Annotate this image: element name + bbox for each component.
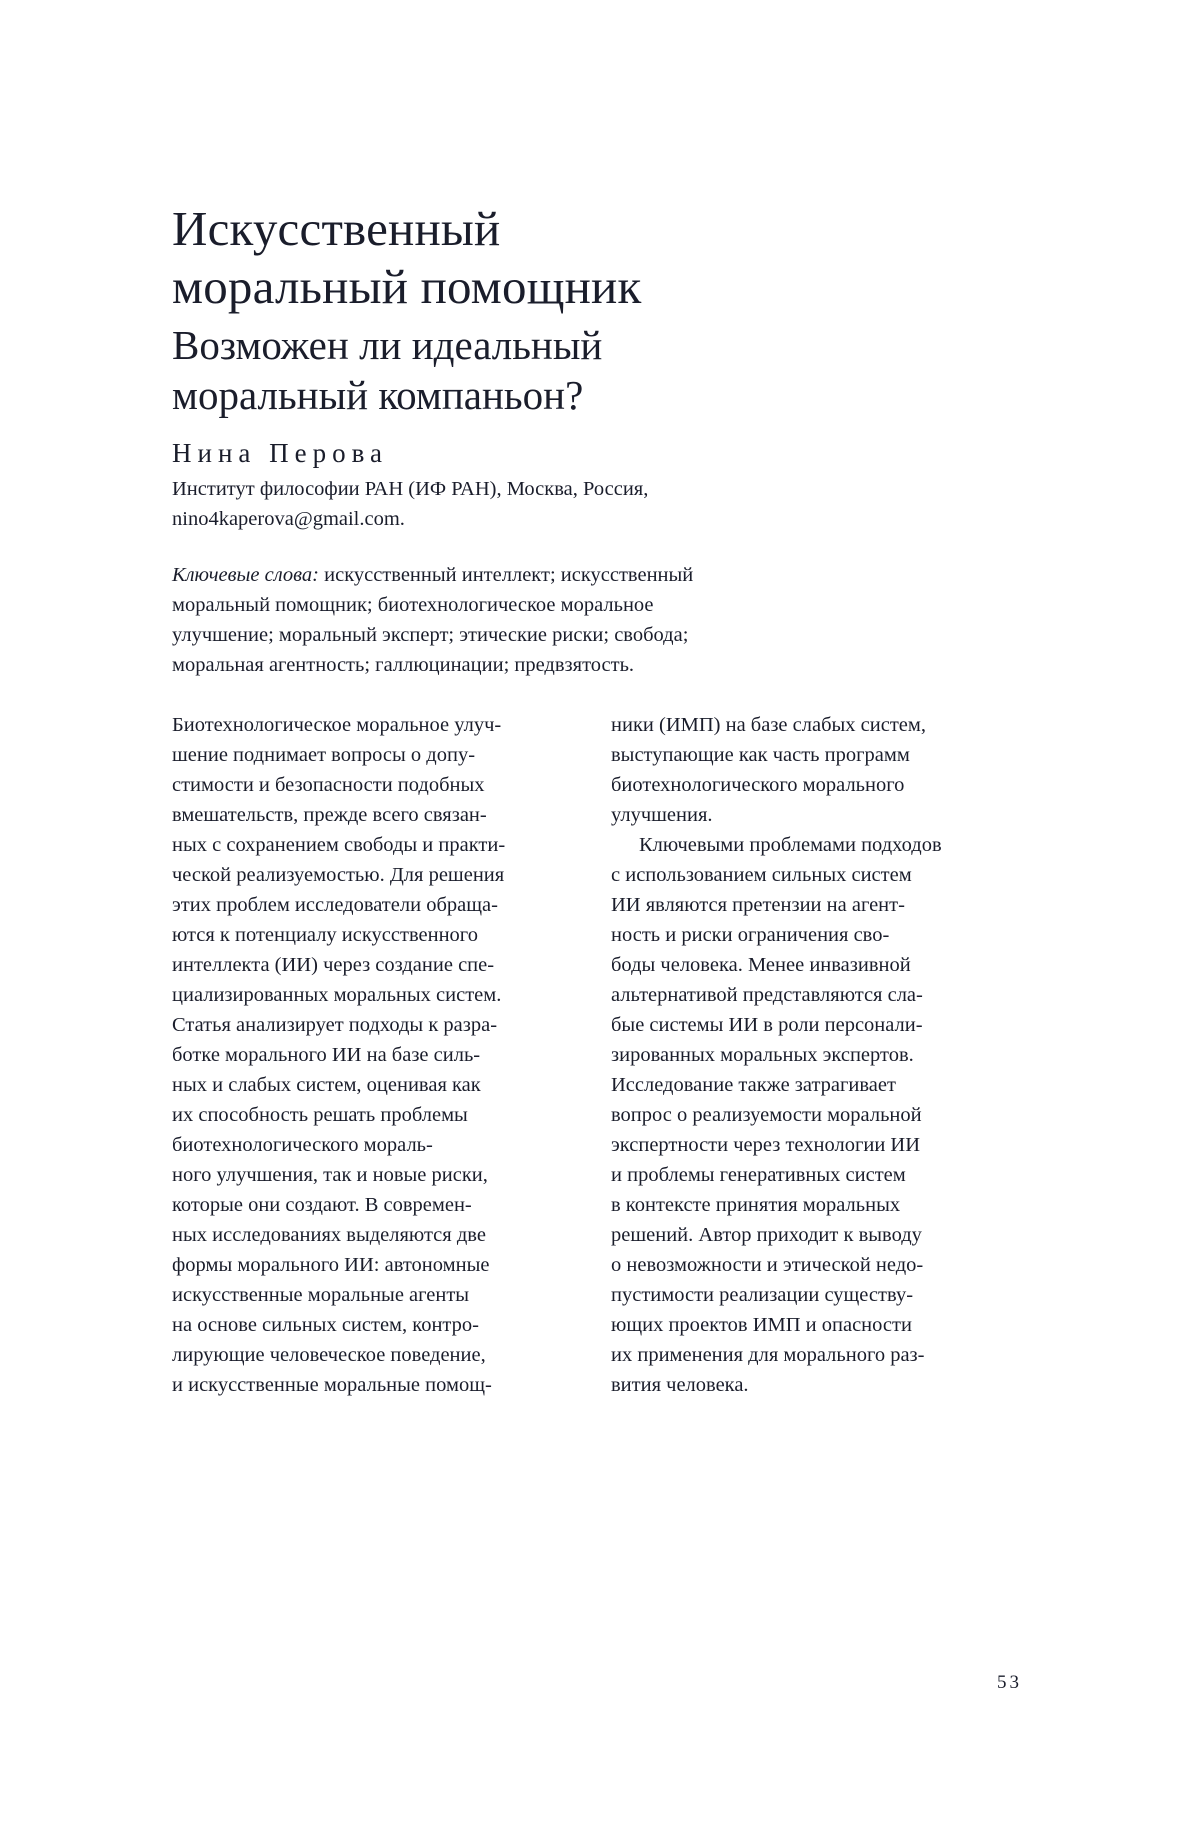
abstract-line: ность и риски ограничения сво- (611, 924, 890, 946)
abstract-line: ботке морального ИИ на базе силь- (172, 1044, 481, 1066)
abstract-line: зированных моральных экспертов. (611, 1044, 914, 1066)
title-block (172, 200, 972, 420)
abstract-line: решений. Автор приходит к выводу (611, 1224, 922, 1246)
abstract-line: лирующие человеческое поведение, (172, 1344, 486, 1366)
keywords-label: Ключевые слова: (172, 564, 319, 586)
abstract-line: ных и слабых систем, оценивая как (172, 1074, 481, 1096)
abstract-paragraph-2 (611, 830, 1021, 1400)
abstract-line: Исследование также затрагивает (611, 1074, 896, 1096)
abstract-line: искусственные моральные агенты (172, 1284, 470, 1306)
abstract-line: и искусственные моральные помощ- (172, 1374, 492, 1396)
article-subtitle (172, 320, 972, 420)
page-number: 53 (997, 1672, 1022, 1693)
author-name: Нина Перова (172, 438, 388, 468)
abstract-paragraph-1 (172, 710, 577, 1400)
abstract-line: ИИ являются претензии на агент- (611, 894, 905, 916)
abstract-line: Ключевыми проблемами подходов (639, 834, 942, 856)
abstract-line: Биотехнологическое моральное улуч- (172, 714, 502, 736)
abstract-column-right (611, 710, 1021, 1400)
abstract-line: Статья анализирует подходы к разра- (172, 1014, 498, 1036)
abstract-line: экспертности через технологии ИИ (611, 1134, 921, 1156)
abstract-line: выступающие как часть программ (611, 744, 910, 766)
abstract-line: стимости и безопасности подобных (172, 774, 485, 796)
subtitle-line-2: моральный компаньон? (172, 372, 584, 418)
abstract-line: боды человека. Менее инвазивной (611, 954, 911, 976)
keywords-line-4: моральная агентность; галлюцинации; предвзятость. (172, 654, 635, 676)
abstract-line: биотехнологического морального (611, 774, 905, 796)
subtitle-line-1: Возможен ли идеальный (172, 322, 603, 368)
title-line-1: Искусственный (172, 201, 501, 256)
abstract-line: этих проблем исследователи обраща- (172, 894, 498, 916)
abstract-line: ники (ИМП) на базе слабых систем, (611, 714, 926, 736)
abstract-line: ческой реализуемостью. Для решения (172, 864, 505, 886)
abstract-line: ных исследованиях выделяются две (172, 1224, 486, 1246)
abstract-line: их способность решать проблемы (172, 1104, 468, 1126)
abstract-line: вопрос о реализуемости моральной (611, 1104, 922, 1126)
abstract-line: ного улучшения, так и новые риски, (172, 1164, 488, 1186)
abstract-line: циализированных моральных систем. (172, 984, 502, 1006)
abstract-line: пустимости реализации существу- (611, 1284, 914, 1306)
abstract-line: которые они создают. В современ- (172, 1194, 472, 1216)
abstract-line: формы морального ИИ: автономные (172, 1254, 490, 1276)
abstract-line: шение поднимает вопросы о допу- (172, 744, 476, 766)
abstract-line: улучшения. (611, 804, 713, 826)
abstract-line: биотехнологического мораль- (172, 1134, 433, 1156)
abstract-paragraph-1-cont (611, 710, 1021, 830)
abstract-line: ющих проектов ИМП и опасности (611, 1314, 912, 1336)
keywords-line-1: искусственный интеллект; искусственный (319, 564, 694, 586)
abstract-line: на основе сильных систем, контро- (172, 1314, 479, 1336)
abstract-line: ются к потенциалу искусственного (172, 924, 478, 946)
abstract-line: альтернативой представляются сла- (611, 984, 923, 1006)
keywords-line-3: улучшение; моральный эксперт; этические риски; свобода; (172, 624, 689, 646)
abstract-line: вития человека. (611, 1374, 749, 1396)
abstract-line: их применения для морального раз- (611, 1344, 925, 1366)
author-email: nino4kaperova@gmail.com. (172, 508, 405, 530)
keywords-line-2: моральный помощник; биотехнологическое моральное (172, 594, 654, 616)
abstract-line: и проблемы генеративных систем (611, 1164, 906, 1186)
keywords-block (172, 560, 812, 680)
abstract-line: ных с сохранением свободы и практи- (172, 834, 506, 856)
author-block (172, 436, 972, 534)
abstract-line: о невозможности и этической недо- (611, 1254, 924, 1276)
title-line-2: моральный помощник (172, 259, 642, 314)
author-affiliation: Институт философии РАН (ИФ РАН), Москва, Россия, (172, 478, 649, 500)
abstract-line: с использованием сильных систем (611, 864, 912, 886)
abstract-line: в контексте принятия моральных (611, 1194, 901, 1216)
abstract-line: вмешательств, прежде всего связан- (172, 804, 487, 826)
abstract-column-left (172, 710, 577, 1400)
abstract-line: бые системы ИИ в роли персонали- (611, 1014, 923, 1036)
abstract-line: интеллекта (ИИ) через создание спе- (172, 954, 495, 976)
article-title (172, 200, 972, 316)
